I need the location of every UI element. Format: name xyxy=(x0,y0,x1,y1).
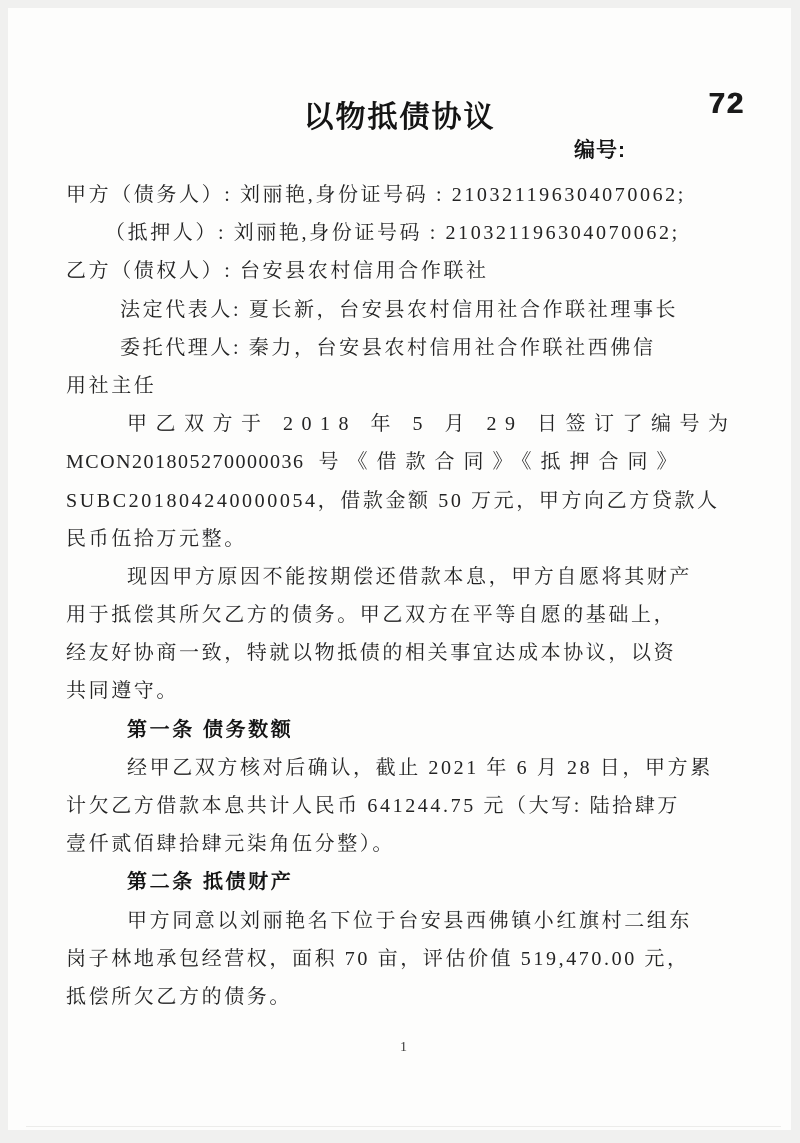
serial-label: 编号: xyxy=(574,139,626,162)
document-header xyxy=(8,8,791,176)
scanned-document-page xyxy=(8,8,791,1130)
preamble-line-1: 现因甲方原因不能按期偿还借款本息，甲方自愿将其财产 xyxy=(127,565,692,588)
contract-titles: 号《借款合同》《抵押合同》 xyxy=(304,451,686,474)
article-1-line-3: 壹仟贰佰肆拾肆元柒角伍分整）。 xyxy=(66,833,395,856)
scan-artifact-line xyxy=(26,1126,781,1127)
article-1-line-1: 经甲乙双方核对后确认，截止 2021 年 6 月 28 日，甲方累 xyxy=(127,756,713,779)
section-heading-article-1: 第一条 债务数额 xyxy=(127,718,294,741)
article-2-line-3: 抵偿所欠乙方的债务。 xyxy=(66,985,292,1008)
article-2-line-1: 甲方同意以刘丽艳名下位于台安县西佛镇小红旗村二组东 xyxy=(127,909,692,932)
contract-number-line xyxy=(66,443,741,481)
footer-page-number: 1 xyxy=(400,1040,407,1056)
page-title: 以物抵债协议 xyxy=(303,101,496,134)
loan-amount-line: 民币伍拾万元整。 xyxy=(66,527,247,550)
preamble-line-2: 用于抵偿其所欠乙方的债务。甲乙双方在平等自愿的基础上， xyxy=(66,604,677,627)
article-2-line-2: 岗子林地承包经营权，面积 70 亩，评估价值 519,470.00 元， xyxy=(66,947,690,970)
loan-contract-number: MCON201805270000036 xyxy=(66,451,305,474)
agent-line-continuation: 用社主任 xyxy=(66,374,157,397)
party-line-creditor: 乙方（债权人）: 台安县农村信用合作联社 xyxy=(66,260,489,283)
authorized-agent-line: 委托代理人: 秦力，台安县农村信用社合作联社西佛信 xyxy=(120,336,656,359)
document-body xyxy=(8,176,791,1056)
contract-date-line: 甲乙双方于 2018 年 5 月 29 日签订了编号为 xyxy=(127,413,737,436)
handwritten-page-label: 72 xyxy=(708,88,745,120)
article-1-line-2: 计欠乙方借款本息共计人民币 641244.75 元（大写: 陆拾肆万 xyxy=(66,795,680,817)
mortgage-contract-number-line: SUBC201804240000054，借款金额 50 万元，甲方向乙方贷款人 xyxy=(66,489,720,512)
legal-representative-line: 法定代表人: 夏长新，台安县农村信用社合作联社理事长 xyxy=(120,298,679,321)
preamble-line-3: 经友好协商一致，特就以物抵债的相关事宜达成本协议，以资 xyxy=(66,642,677,665)
section-heading-article-2: 第二条 抵债财产 xyxy=(127,871,294,894)
party-line-mortgagor: （抵押人）: 刘丽艳,身份证号码 : 210321196304070062; xyxy=(105,222,680,245)
party-line-debtor: 甲方（债务人）: 刘丽艳,身份证号码 : 210321196304070062; xyxy=(66,184,686,206)
preamble-line-4: 共同遵守。 xyxy=(66,680,179,703)
